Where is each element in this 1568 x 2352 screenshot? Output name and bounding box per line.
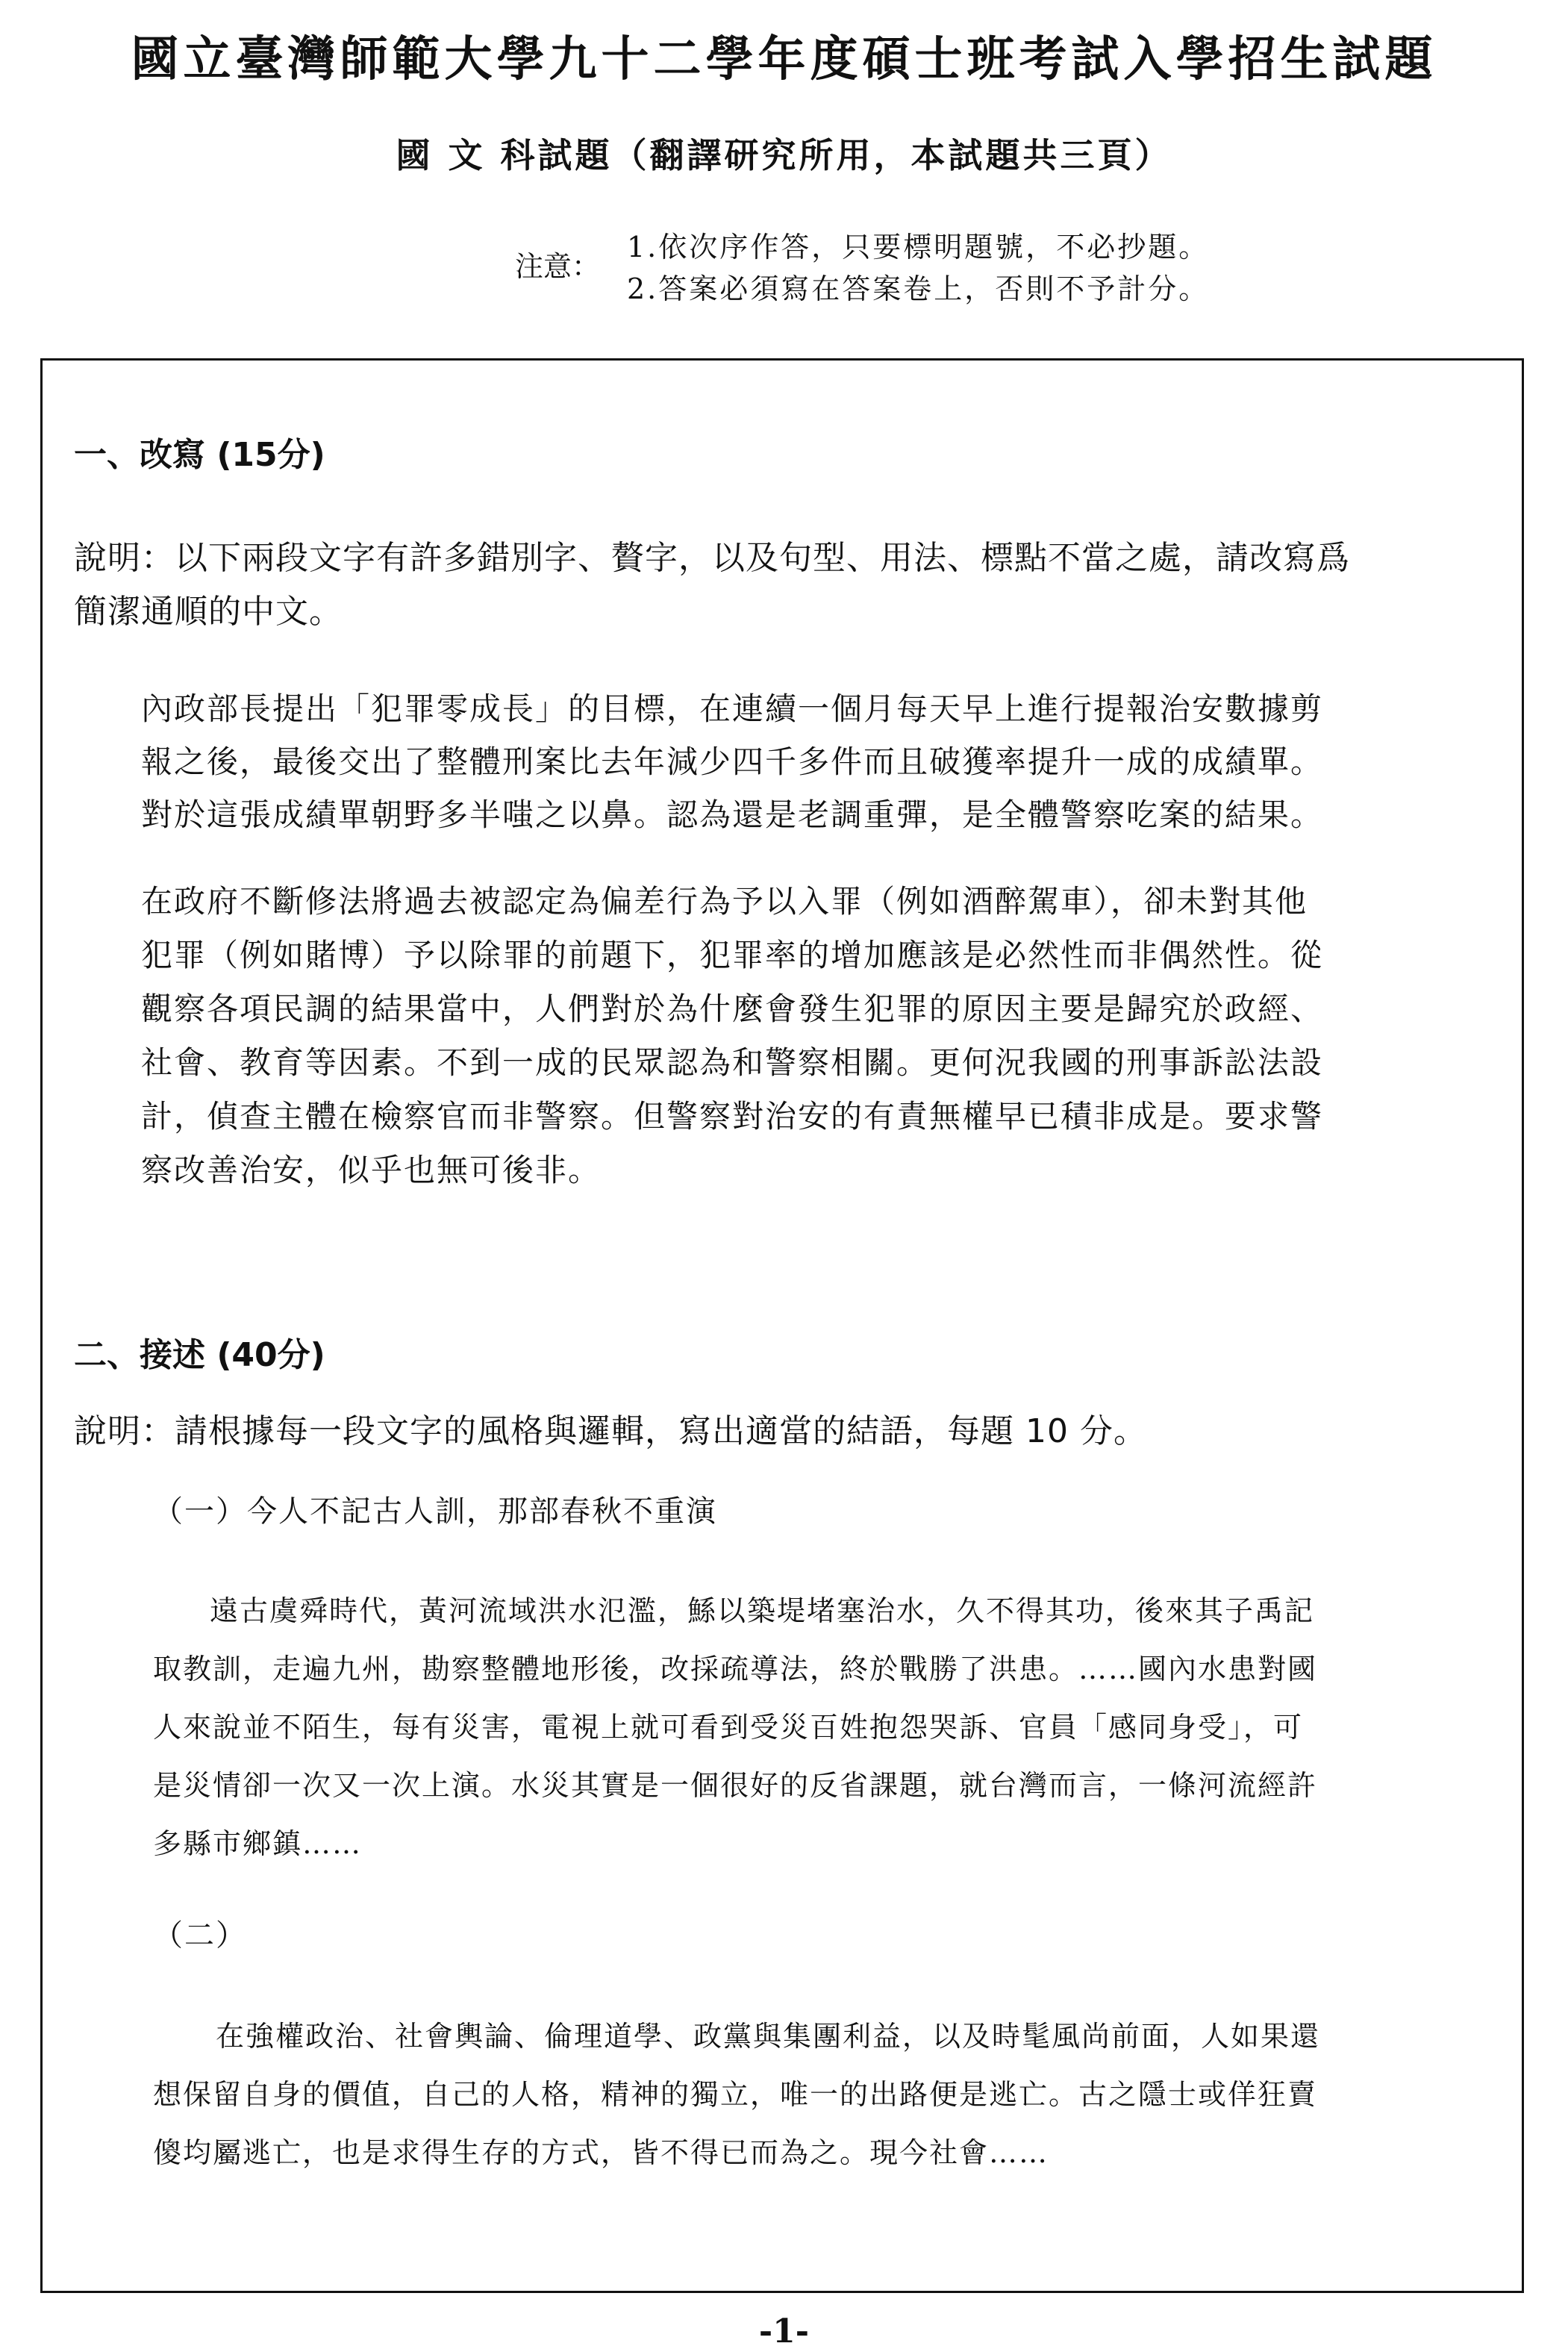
question-1-line-3: 人來說並不陌生，每有災害，電視上就可看到受災百姓抱怨哭訴、官員「感同身受」，可 — [153, 1711, 1304, 1744]
section-1-paragraph-2-line-1: 在政府不斷修法將過去被認定為偏差行為予以入罪（例如酒醉駕車），卻未對其他 — [141, 883, 1308, 920]
section-2-instruction: 說明：請根據每一段文字的風格與邏輯，寫出適當的結語，每題 10 分。 — [74, 1412, 1147, 1450]
section-1-paragraph-1-line-1: 內政部長提出「犯罪零成長」的目標，在連續一個月每天早上進行提報治安數據剪 — [141, 690, 1324, 727]
exam-title: 國立臺灣師範大學九十二學年度碩士班考試入學招生試題 — [131, 31, 1437, 87]
section-1-paragraph-2-line-3: 觀察各項民調的結果當中，人們對於為什麼會發生犯罪的原因主要是歸究於政經、 — [141, 991, 1324, 1027]
question-2-label: （二） — [153, 1918, 247, 1953]
question-2-line-1: 在強權政治、社會輿論、倫理道學、政黨與集團利益，以及時髦風尚前面，人如果還 — [216, 2020, 1321, 2053]
section-1-paragraph-2-line-2: 犯罪（例如賭博）予以除罪的前題下，犯罪率的增加應該是必然性而非偶然性。從 — [141, 937, 1324, 973]
exam-subtitle: 國 文 科試題（翻譯研究所用，本試題共三頁） — [396, 135, 1172, 175]
question-2-line-3: 傻均屬逃亡，也是求得生存的方式，皆不得已而為之。現今社會…… — [153, 2136, 1049, 2169]
notice-item-2: 2.答案必須寫在答案卷上，否則不予計分。 — [627, 272, 1210, 305]
section-1-instruction-line-2: 簡潔通順的中文。 — [74, 593, 343, 631]
notice-block — [515, 218, 1336, 322]
section-1-paragraph-1-line-3: 對於這張成績單朝野多半嗤之以鼻。認為還是老調重彈，是全體警察吃案的結果。 — [141, 796, 1324, 833]
question-1-line-5: 多縣市鄉鎮…… — [153, 1827, 363, 1860]
question-2-line-2: 想保留自身的價值，自己的人格，精神的獨立，唯一的出路便是逃亡。古之隱士或佯狂賣 — [153, 2078, 1318, 2111]
page-number: -1- — [758, 2312, 810, 2351]
section-1-paragraph-2-line-6: 察改善治安，似乎也無可後非。 — [141, 1152, 602, 1188]
question-frame — [40, 358, 1524, 2293]
section-1-instruction-line-1: 說明：以下兩段文字有許多錯別字、贅字，以及句型、用法、標點不當之處，請改寫爲 — [74, 539, 1350, 577]
section-1-paragraph-1-line-2: 報之後，最後交出了整體刑案比去年減少四千多件而且破獲率提升一成的成績單。 — [141, 743, 1324, 780]
section-1-heading: 一、改寫 (15分) — [74, 436, 325, 474]
question-1-line-4: 是災情卻一次又一次上演。水災其實是一個很好的反省課題，就台灣而言，一條河流經許 — [153, 1769, 1318, 1802]
question-1-line-1: 遠古虞舜時代，黃河流域洪水氾濫，鯀以築堤堵塞治水，久不得其功，後來其子禹記 — [210, 1594, 1315, 1627]
question-1-label: （一）今人不記古人訓，那部春秋不重演 — [153, 1494, 717, 1529]
section-1-paragraph-2-line-5: 計，偵查主體在檢察官而非警察。但警察對治安的有責無權早已積非成是。要求警 — [141, 1098, 1324, 1135]
notice-item-1: 1.依次序作答，只要標明題號，不必抄題。 — [627, 231, 1210, 263]
section-2-heading: 二、接述 (40分) — [74, 1336, 325, 1374]
notice-label: 注意： — [515, 250, 601, 283]
section-1-paragraph-2-line-4: 社會、教育等因素。不到一成的民眾認為和警察相關。更何況我國的刑事訴訟法設 — [141, 1044, 1324, 1081]
question-1-line-2: 取教訓，走遍九州，勘察整體地形後，改採疏導法，終於戰勝了洪患。……國內水患對國 — [153, 1653, 1318, 1685]
